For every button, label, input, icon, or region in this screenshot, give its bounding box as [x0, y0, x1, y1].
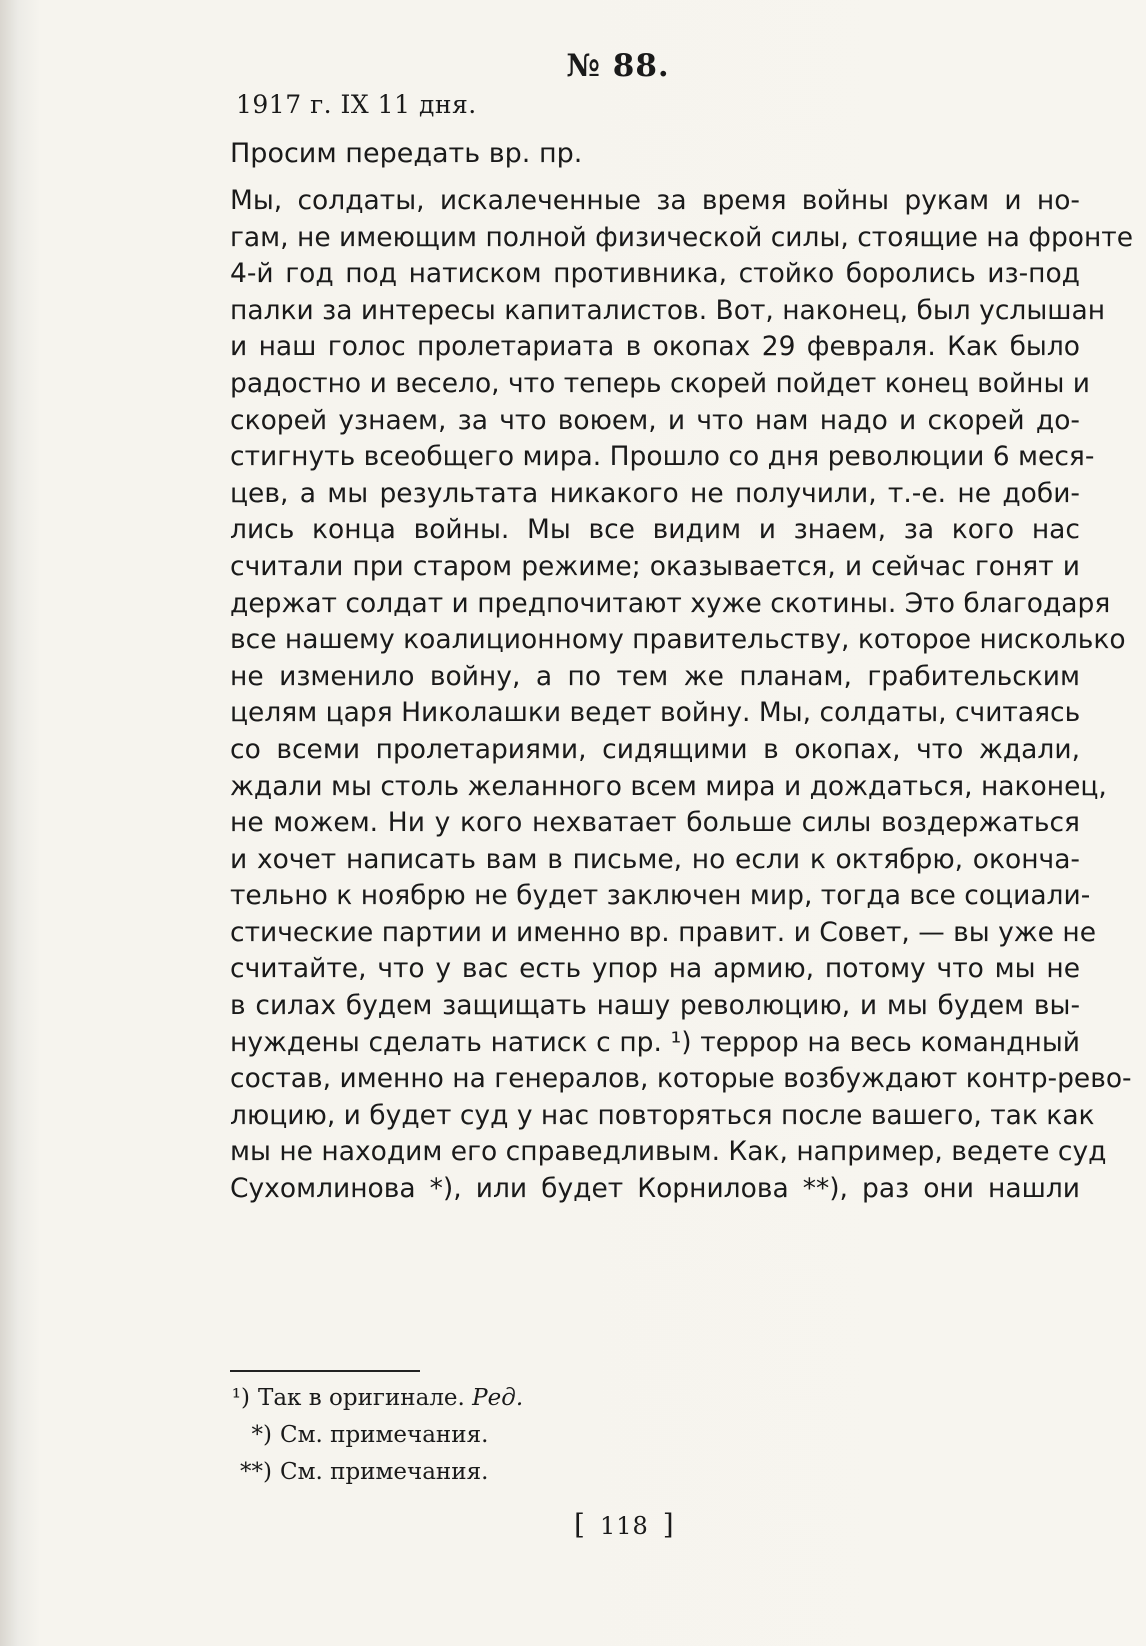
body-line: люцию, и будет суд у нас повторяться после вашего, так как — [230, 1099, 1095, 1131]
footnote-editor-mark: Ред. — [472, 1385, 524, 1411]
body-line: стические партии и именно вр. правит. и Совет, — вы уже не — [230, 916, 1097, 948]
footnote-mark: **) — [240, 1459, 272, 1485]
letter-body — [230, 183, 1134, 1208]
body-line: палки за интересы капиталистов. Вот, наконец, был услышан — [230, 294, 1106, 326]
page-number-block — [560, 1508, 689, 1541]
body-line: и хочет написать вам в письме, но если к октябрю, оконча- — [230, 843, 1080, 875]
body-line: состав, именно на генералов, которые возбуждают контр-рево- — [230, 1063, 1132, 1095]
body-line: тельно к ноябрю не будет заключен мир, тогда все социали- — [230, 880, 1091, 912]
body-line: не можем. Ни у кого нехватает больше силы воздержаться — [230, 807, 1080, 839]
footnote — [230, 1417, 523, 1454]
body-line: держат солдат и предпочитают хуже скотины. Это благодаря — [230, 587, 1111, 619]
body-line: со всеми пролетариями, сидящими в окопах, что ждали, — [230, 733, 1080, 765]
document-date: 1917 г. IX 11 дня. — [236, 90, 477, 119]
page-bracket-open: [ — [574, 1508, 586, 1541]
body-line: радостно и весело, что теперь скорей пойдет конец войны и — [230, 367, 1091, 399]
body-line: считали при старом режиме; оказывается, и сейчас гонят и — [230, 550, 1080, 582]
footnote-divider — [230, 1370, 420, 1372]
body-line: не изменило войну, а по тем же планам, грабительским — [230, 660, 1080, 692]
body-line: стигнуть всеобщего мира. Прошло со дня революции 6 меся- — [230, 441, 1095, 473]
page-bracket-close: ] — [662, 1508, 675, 1541]
body-line: целям царя Николашки ведет войну. Мы, солдаты, считаясь — [230, 697, 1081, 729]
footnote-text: Так в оригинале. — [258, 1385, 473, 1411]
body-line: ждали мы столь желанного всем мира и дождаться, наконец, — [230, 770, 1107, 802]
body-line: Сухомлинова *), или будет Корнилова **), раз они нашли — [230, 1173, 1080, 1205]
footnotes — [230, 1380, 523, 1491]
footnote — [230, 1380, 523, 1417]
body-line: лись конца войны. Мы все видим и знаем, за кого нас — [230, 514, 1080, 546]
body-line: мы не находим его справедливым. Как, например, ведете суд — [230, 1136, 1107, 1168]
page-number: 118 — [599, 1512, 649, 1540]
body-line: скорей узнаем, за что воюем, и что нам надо и скорей до- — [230, 404, 1080, 436]
footnote-text: См. примечания. — [280, 1459, 489, 1485]
footnote-text: См. примечания. — [280, 1422, 489, 1448]
footnote-mark: ¹) — [231, 1385, 250, 1411]
body-line: все нашему коалиционному правительству, которое нисколько — [230, 624, 1126, 656]
body-line: Мы, солдаты, искалеченные за время войны рукам и но- — [230, 185, 1080, 216]
body-line: в силах будем защищать нашу революцию, и мы будем вы- — [230, 990, 1080, 1022]
footnote — [230, 1454, 523, 1491]
body-line: и наш голос пролетариата в окопах 29 февраля. Как было — [230, 331, 1080, 363]
request-heading: Просим передать вр. пр. — [230, 138, 583, 169]
footnote-mark: *) — [251, 1422, 272, 1448]
body-line: считайте, что у вас есть упор на армию, потому что мы не — [230, 953, 1080, 985]
document-number: № 88. — [566, 48, 670, 84]
body-line: цев, а мы результата никакого не получили, т.-е. не доби- — [230, 477, 1080, 509]
body-line: нуждены сделать натиск с пр. ¹) террор на весь командный — [230, 1026, 1080, 1058]
body-line: гам, не имеющим полной физической силы, стоящие на фронте — [230, 221, 1134, 253]
body-line: 4-й год под натиском противника, стойко боролись из-под — [230, 258, 1080, 290]
